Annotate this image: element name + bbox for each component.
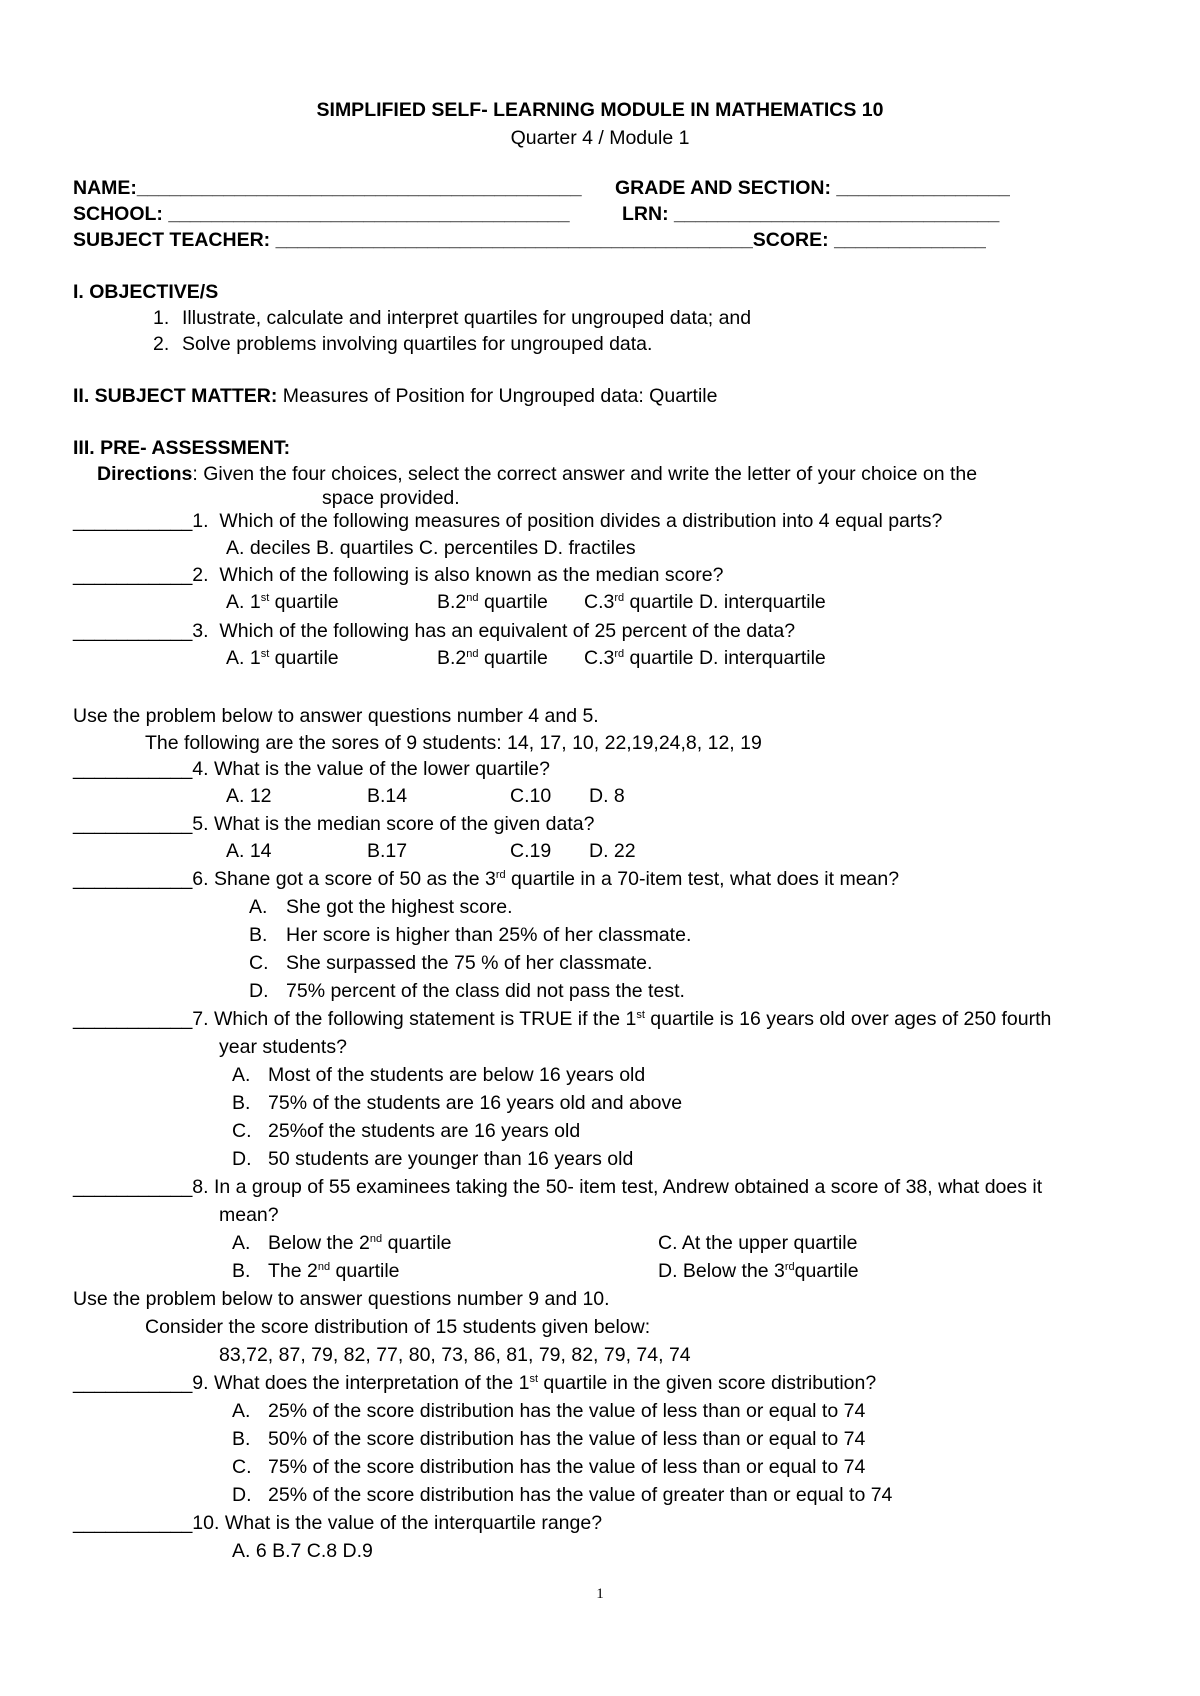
choice-c: C.3rd quartile D. interquartile bbox=[584, 647, 826, 669]
answer-blank[interactable]: ___________ bbox=[73, 564, 193, 586]
question-3 bbox=[73, 619, 795, 643]
choice-letter: D. bbox=[232, 1484, 252, 1506]
directions-label: Directions bbox=[97, 463, 193, 485]
objective-heading: I. OBJECTIVE/S bbox=[73, 281, 219, 303]
choice-text: 75% of the students are 16 years old and above bbox=[268, 1092, 683, 1114]
question-text-continued: year students? bbox=[219, 1036, 347, 1058]
choice-a: A. 1st quartile bbox=[226, 591, 339, 613]
choice-letter: D. bbox=[249, 980, 269, 1002]
choice-c: C.3rd quartile D. interquartile bbox=[584, 591, 826, 613]
answer-blank[interactable]: ___________ bbox=[73, 620, 193, 642]
choice-text: Most of the students are below 16 years old bbox=[268, 1064, 646, 1086]
question-4 bbox=[73, 757, 550, 781]
answer-blank[interactable]: ___________ bbox=[73, 1176, 193, 1198]
choice-text: 25% of the score distribution has the value of less than or equal to 74 bbox=[268, 1400, 866, 1422]
choice-letter: A. bbox=[232, 1400, 251, 1422]
choice-text: She got the highest score. bbox=[286, 896, 513, 918]
document-subtitle: Quarter 4 / Module 1 bbox=[510, 127, 690, 149]
subject-matter-text: Measures of Position for Ungrouped data: Quartile bbox=[277, 385, 718, 407]
objective-number: 2. bbox=[153, 333, 170, 355]
choice-c: C.19 bbox=[510, 840, 552, 862]
grade-label: GRADE AND SECTION: bbox=[615, 177, 831, 199]
objective-number: 1. bbox=[153, 307, 170, 329]
answer-blank[interactable]: ___________ bbox=[73, 1372, 193, 1394]
problem-2-data: 83,72, 87, 79, 82, 77, 80, 73, 86, 81, 79, 82, 79, 74, 74 bbox=[219, 1344, 691, 1366]
question-number: 3. bbox=[192, 620, 209, 642]
subject-matter-label: II. SUBJECT MATTER: bbox=[73, 385, 278, 407]
answer-blank[interactable]: ___________ bbox=[73, 1512, 193, 1534]
school-label: SCHOOL: bbox=[73, 203, 163, 225]
answer-blank[interactable]: ___________ bbox=[73, 758, 193, 780]
choice-text: 50% of the score distribution has the value of less than or equal to 74 bbox=[268, 1428, 866, 1450]
lrn-label: LRN: bbox=[622, 203, 669, 225]
answer-blank[interactable]: ___________ bbox=[73, 510, 193, 532]
teacher-field[interactable] bbox=[73, 228, 986, 252]
choice-a: A. 12 bbox=[226, 785, 272, 807]
choice-text: 75% percent of the class did not pass the test. bbox=[286, 980, 685, 1002]
answer-blank[interactable]: ___________ bbox=[73, 813, 193, 835]
choice-d: D. 22 bbox=[589, 840, 636, 862]
name-label: NAME: bbox=[73, 177, 137, 199]
choice-b: B.14 bbox=[367, 785, 408, 807]
question-number: 8. bbox=[192, 1176, 209, 1198]
choice-letter: B. bbox=[232, 1428, 251, 1450]
lrn-line: ______________________________ bbox=[674, 203, 1000, 225]
question-7: ___________7. Which of the following statement is TRUE if the 1st quartile is 16 years old over ages of 250 fourth bbox=[73, 1008, 1052, 1030]
question-text-continued: mean? bbox=[219, 1204, 279, 1226]
question-10 bbox=[73, 1511, 602, 1535]
choice-b: The 2nd quartile bbox=[268, 1260, 400, 1282]
teacher-line: ____________________________________________ bbox=[275, 229, 753, 251]
directions-text: : Given the four choices, select the correct answer and write the letter of your choice on the bbox=[192, 463, 978, 485]
question-6: ___________6. Shane got a score of 50 as the 3rd quartile in a 70-item test, what does it mean? bbox=[73, 868, 900, 890]
problem-2-text: Consider the score distribution of 15 students given below: bbox=[145, 1316, 651, 1338]
question-number: 7. bbox=[192, 1008, 209, 1030]
question-8 bbox=[73, 1175, 1042, 1199]
question-1-choices: A. deciles B. quartiles C. percentiles D. fractiles bbox=[226, 537, 636, 559]
objective-text: Illustrate, calculate and interpret quartiles for ungrouped data; and bbox=[182, 307, 752, 329]
question-number: 10. bbox=[192, 1512, 220, 1534]
name-line: _________________________________________ bbox=[136, 177, 582, 199]
question-number: 9. bbox=[192, 1372, 209, 1394]
question-text: What is the value of the interquartile range? bbox=[219, 1512, 603, 1534]
problem-1-data: The following are the sores of 9 students: 14, 17, 10, 22,19,24,8, 12, 19 bbox=[145, 732, 762, 754]
problem-1-intro: Use the problem below to answer questions number 4 and 5. bbox=[73, 705, 599, 727]
grade-line: ________________ bbox=[836, 177, 1010, 199]
choice-letter: D. bbox=[232, 1148, 252, 1170]
objective-text: Solve problems involving quartiles for ungrouped data. bbox=[182, 333, 653, 355]
score-label: SCORE: bbox=[752, 229, 829, 251]
problem-2-intro: Use the problem below to answer questions number 9 and 10. bbox=[73, 1288, 610, 1310]
school-line: _____________________________________ bbox=[168, 203, 570, 225]
score-line: ______________ bbox=[834, 229, 986, 251]
question-text: Which of the following is also known as the median score? bbox=[219, 564, 724, 586]
question-number: 2. bbox=[192, 564, 209, 586]
choice-letter: A. bbox=[232, 1064, 251, 1086]
question-text: Which of the following measures of position divides a distribution into 4 equal parts? bbox=[219, 510, 943, 532]
question-number: 4. bbox=[192, 758, 209, 780]
grade-section-field[interactable] bbox=[615, 176, 1010, 200]
directions bbox=[97, 462, 977, 486]
pre-assessment-heading: III. PRE- ASSESSMENT: bbox=[73, 437, 291, 459]
question-text: What is the value of the lower quartile? bbox=[208, 758, 550, 780]
question-1 bbox=[73, 509, 942, 533]
choice-b: B.2nd quartile bbox=[437, 591, 548, 613]
choice-b: B.2nd quartile bbox=[437, 647, 548, 669]
choice-b: B.17 bbox=[367, 840, 408, 862]
question-5 bbox=[73, 812, 594, 836]
choice-c: C. At the upper quartile bbox=[658, 1232, 858, 1254]
question-9: ___________9. What does the interpretation of the 1st quartile in the given score distribution? bbox=[73, 1372, 877, 1394]
question-text: In a group of 55 examinees taking the 50- item test, Andrew obtained a score of 38, what does it bbox=[208, 1176, 1043, 1198]
question-number: 1. bbox=[192, 510, 209, 532]
choice-a: Below the 2nd quartile bbox=[268, 1232, 452, 1254]
teacher-label: SUBJECT TEACHER: bbox=[73, 229, 271, 251]
question-2 bbox=[73, 563, 723, 587]
choice-a: A. 1st quartile bbox=[226, 647, 339, 669]
choice-d: D. interquartile bbox=[698, 647, 826, 669]
lrn-field[interactable] bbox=[622, 202, 999, 226]
question-number: 5. bbox=[192, 813, 209, 835]
answer-blank[interactable]: ___________ bbox=[73, 1008, 193, 1030]
choice-letter: C. bbox=[232, 1120, 252, 1142]
choice-d: D. interquartile bbox=[698, 591, 826, 613]
name-field[interactable] bbox=[73, 176, 582, 200]
school-field[interactable] bbox=[73, 202, 570, 226]
question-text: What is the median score of the given data? bbox=[208, 813, 595, 835]
choice-text: 25%of the students are 16 years old bbox=[268, 1120, 581, 1142]
choice-letter: B. bbox=[232, 1092, 251, 1114]
choice-letter: B. bbox=[232, 1260, 251, 1282]
choice-letter: A. bbox=[249, 896, 268, 918]
question-number: 6. bbox=[192, 868, 209, 890]
choice-c: C.10 bbox=[510, 785, 552, 807]
choice-d: D. 8 bbox=[589, 785, 625, 807]
choice-text: 50 students are younger than 16 years old bbox=[268, 1148, 634, 1170]
choice-letter: C. bbox=[232, 1456, 252, 1478]
directions-continued: space provided. bbox=[322, 487, 460, 509]
choice-letter: C. bbox=[249, 952, 269, 974]
choice-text: 25% of the score distribution has the value of greater than or equal to 74 bbox=[268, 1484, 893, 1506]
page-number: 1 bbox=[596, 1586, 604, 1602]
choice-letter: B. bbox=[249, 924, 268, 946]
choice-a: A. 14 bbox=[226, 840, 272, 862]
subject-matter bbox=[73, 384, 717, 408]
choice-text: Her score is higher than 25% of her classmate. bbox=[286, 924, 692, 946]
question-10-choices: A. 6 B.7 C.8 D.9 bbox=[232, 1540, 373, 1562]
choice-text: 75% of the score distribution has the value of less than or equal to 74 bbox=[268, 1456, 866, 1478]
document-title: SIMPLIFIED SELF- LEARNING MODULE IN MATHEMATICS 10 bbox=[316, 99, 884, 121]
answer-blank[interactable]: ___________ bbox=[73, 868, 193, 890]
choice-d: D. Below the 3rdquartile bbox=[658, 1260, 859, 1282]
question-text: Which of the following has an equivalent of 25 percent of the data? bbox=[219, 620, 796, 642]
choice-letter: A. bbox=[232, 1232, 251, 1254]
choice-text: She surpassed the 75 % of her classmate. bbox=[286, 952, 653, 974]
